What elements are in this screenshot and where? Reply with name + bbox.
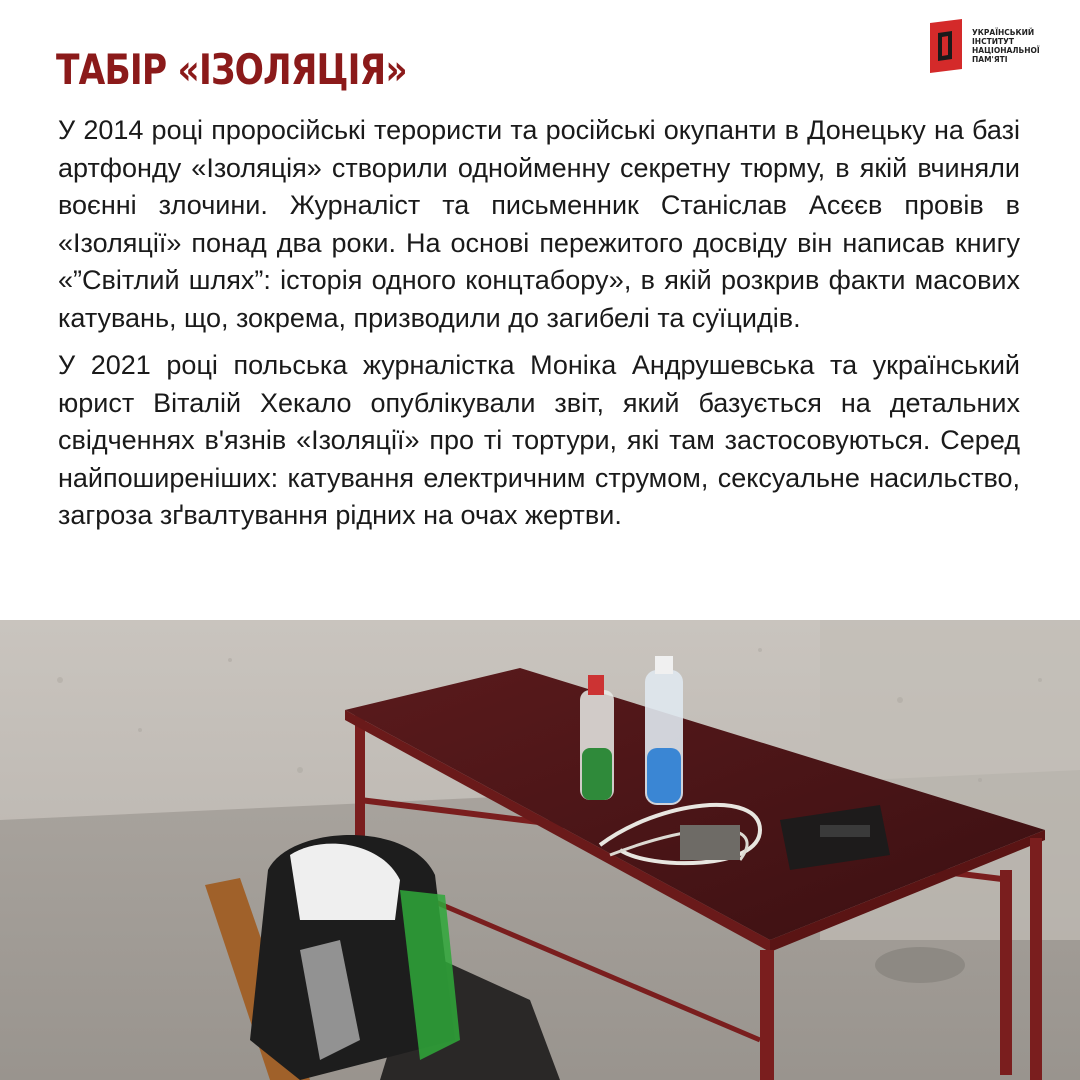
cell-photo [0, 620, 1080, 1080]
paragraph-1: У 2014 році проросійські терористи та російські окупанти в Донецьку на базі артфонду «Ізоляція» створили однойменну секретну тюрму, в якій вчиняли воєнні злочини. Журналіст та письменник Станіслав Асєєв провів в «Ізоляції» понад два роки. На основі пережитого досвіду він написав книгу «”Світлий шлях”: історія одного концтабору», в якій розкрив факти масових катувань, що, зокрема, призводили до загибелі та суїцидів. [58, 115, 1020, 333]
page-title: ТАБІР «ІЗОЛЯЦІЯ» [56, 45, 407, 94]
article-body [58, 112, 1020, 545]
institute-logo-icon [928, 19, 964, 73]
logo-line: УКРАЇНСЬКИЙ [972, 28, 1035, 37]
logo-line: НАЦІОНАЛЬНОЇ [972, 46, 1040, 55]
institute-logo-text [972, 28, 1040, 64]
logo-line: ПАМ'ЯТІ [972, 55, 1008, 64]
paragraph-2: У 2021 році польська журналістка Моніка Андрушевська та український юрист Віталій Хекало опублікували звіт, який базується на детальних свідченнях в'язнів «Ізоляції» про ті тортури, які там застосовуються. Серед найпоширеніших: катування електричним струмом, сексуальне насильство, загроза зґвалтування рідних на очах жертви. [58, 350, 1020, 530]
logo-line: ІНСТИТУТ [972, 37, 1014, 46]
institute-logo [928, 18, 1068, 74]
